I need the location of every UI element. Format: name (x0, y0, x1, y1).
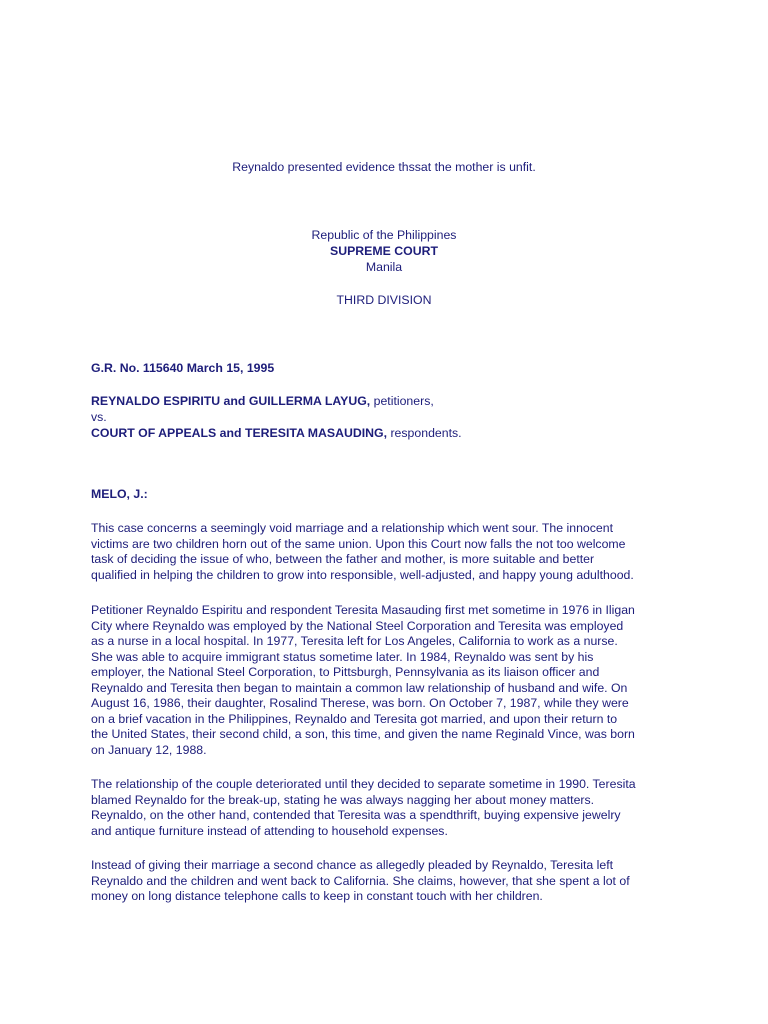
respondents-line (91, 426, 691, 442)
paragraph-line: Instead of giving their marriage a second chance as allegedly pleaded by Reynaldo, Teresita left (91, 858, 614, 872)
paragraph-line: Reynaldo and Teresita then began to maintain a common law relationship of husband and wife. On (91, 680, 628, 695)
paragraph-line: Reynaldo, on the other hand, contended that Teresita was a spendthrift, buying expensive jewelry (91, 808, 621, 822)
respondents-names: COURT OF APPEALS and TERESITA MASAUDING, (91, 426, 388, 440)
city-heading: Manila (365, 260, 403, 274)
case-number: G.R. No. 115640 March 15, 1995 (91, 361, 275, 375)
author-line: MELO, J.: (91, 487, 148, 501)
petitioners-role: petitioners, (370, 394, 434, 408)
paragraph-line: August 16, 1986, their daughter, Rosalind Therese, was born. On October 7, 1987, while they were (91, 696, 629, 710)
division-heading: THIRD DIVISION (336, 293, 432, 307)
paragraph-line: blamed Reynaldo for the break-up, stating he was always nagging her about money matters. (91, 792, 595, 807)
paragraph-line: Petitioner Reynaldo Espiritu and respondent Teresita Masauding first met sometime in 1976 in Iligan (91, 603, 635, 617)
paragraph-line: victims are two children horn out of the same union. Upon this Court now falls the not too welcome (91, 536, 626, 551)
paragraph-line: This case concerns a seemingly void marriage and a relationship which went sour. The innocent (91, 521, 613, 535)
paragraph-1 (91, 521, 691, 583)
paragraph-line: on a brief vacation in the Philippines, Reynaldo and Teresita got married, and upon their return to (91, 711, 618, 726)
petitioners-names: REYNALDO ESPIRITU and GUILLERMA LAYUG, (91, 394, 371, 408)
republic-heading: Republic of the Philippines (311, 228, 457, 242)
paragraph-line: City where Reynaldo was employed by the National Steel Corporation and Teresita was employed (91, 618, 624, 633)
paragraph-line: qualified in helping the children to grow into responsible, well-adjusted, and happy young adulthood. (91, 567, 634, 582)
paragraph-line: Reynaldo and the children and went back to California. She claims, however, that she spent a lot of (91, 873, 630, 888)
paragraph-line: as a nurse in a local hospital. In 1977, Teresita left for Los Angeles, California to work as a nurse. (91, 634, 618, 648)
court-heading: SUPREME COURT (330, 244, 438, 258)
petitioners-line (91, 394, 691, 410)
paragraph-2 (91, 603, 691, 758)
paragraph-4 (91, 858, 691, 905)
paragraph-line: She was able to acquire immigrant status sometime later. In 1984, Reynaldo was sent by his (91, 649, 594, 664)
paragraph-line: employer, the National Steel Corporation, to Pittsburgh, Pennsylvania as its liaison officer and (91, 665, 600, 679)
paragraph-line: and antique furniture instead of attending to household expenses. (91, 823, 448, 838)
annotation-note: Reynaldo presented evidence thssat the mother is unfit. (232, 160, 536, 174)
paragraph-3 (91, 777, 691, 839)
respondents-role: respondents. (387, 426, 462, 440)
paragraph-line: on January 12, 1988. (91, 742, 207, 757)
paragraph-line: The relationship of the couple deteriorated until they decided to separate sometime in 1990. Teresita (91, 777, 636, 791)
versus-text: vs. (91, 410, 107, 424)
paragraph-line: the United States, their second child, a son, this time, and given the name Reginald Vince, was born (91, 727, 635, 741)
paragraph-line: task of deciding the issue of who, between the father and mother, is more suitable and better (91, 552, 595, 566)
paragraph-line: money on long distance telephone calls to keep in constant touch with her children. (91, 889, 543, 903)
